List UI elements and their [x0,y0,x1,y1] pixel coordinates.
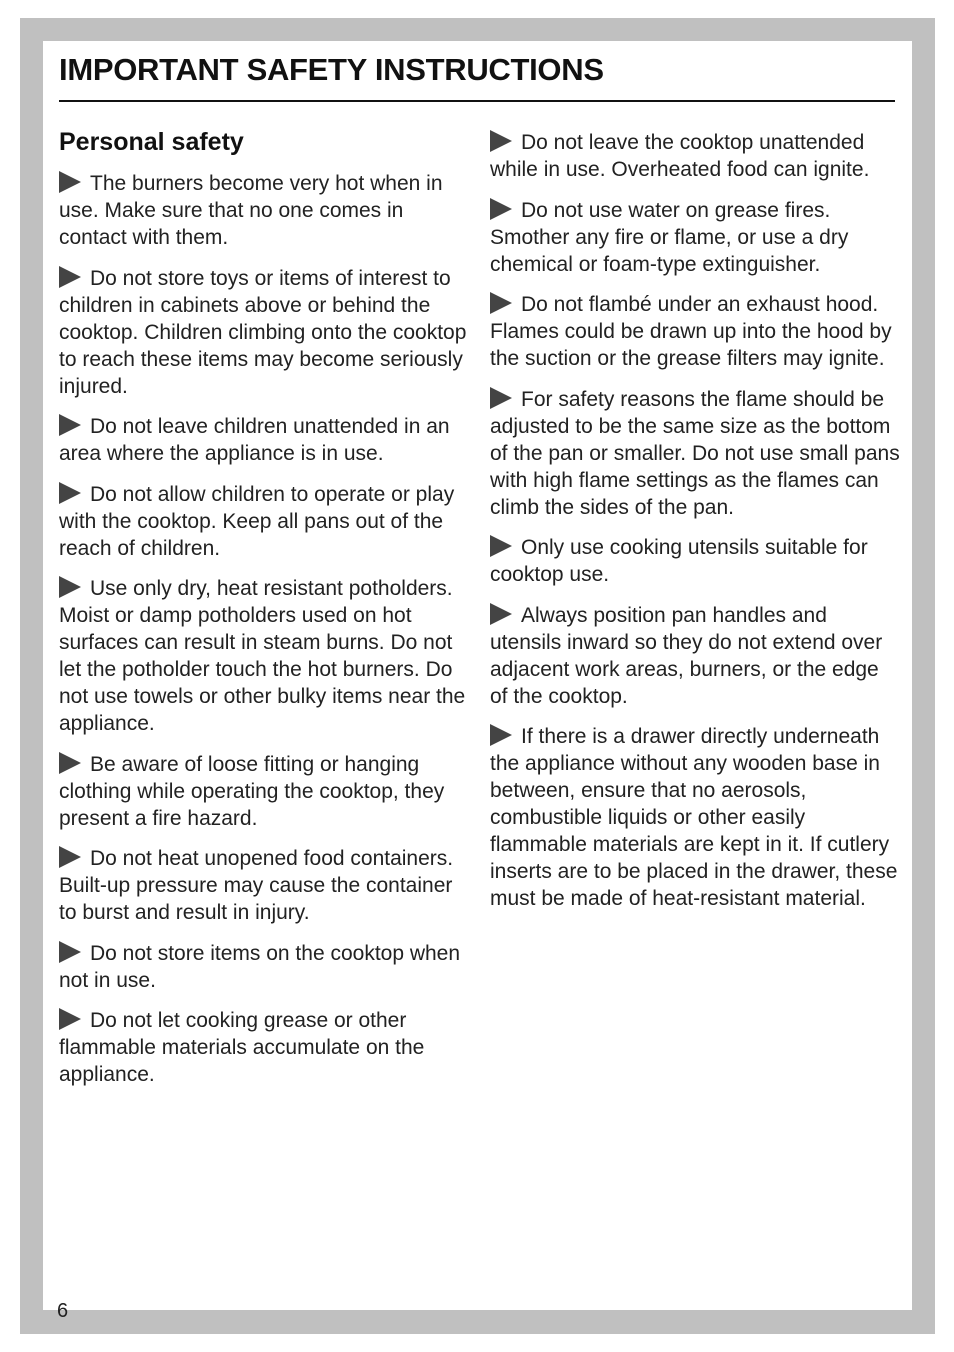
instruction-text: Always position pan handles and utensils inward so they do not extend over adjacent work areas, burners, or the edge of the cooktop. [490,603,883,708]
instruction-text: Do not heat unopened food containers. Built-up pressure may cause the container to burst and result in injury. [59,847,454,924]
instruction-item [490,534,900,588]
instruction-text: Do not allow children to operate or play with the cooktop. Keep all pans out of the reach of children. [59,482,455,560]
warning-arrow-icon [59,171,81,193]
warning-arrow-icon [490,724,512,746]
warning-arrow-icon [490,603,512,625]
right-instruction-list [490,129,900,912]
warning-arrow-icon [59,266,81,288]
warning-arrow-icon [59,1008,81,1030]
instruction-item [490,723,900,912]
instruction-text: Do not leave children unattended in an area where the appliance is in use. [59,415,450,465]
instruction-item [59,751,469,832]
instruction-item [59,170,469,251]
page-number: 6 [57,1300,69,1322]
left-column [59,127,469,1102]
instruction-text: Do not store items on the cooktop when not in use. [59,941,461,992]
warning-arrow-icon [59,482,81,504]
warning-arrow-icon [490,535,512,557]
instruction-item [59,481,469,562]
instruction-text: For safety reasons the flame should be adjusted to be the same size as the bottom of the pan or smaller. Do not use small pans with high flame settings as the flames can climb the sides of the pan. [490,387,900,519]
title-divider [59,100,895,102]
instruction-text: Use only dry, heat resistant potholders. Moist or damp potholders used on hot surfaces can result in steam burns. Do not let the potholder touch the hot burners. Do not use towels or other bulky items near the appliance. [59,577,466,735]
right-column [490,129,900,926]
instruction-item [59,940,469,994]
instruction-text: Do not flambé under an exhaust hood. Flames could be drawn up into the hood by the suction or the grease filters may ignite. [490,293,892,370]
instruction-item [59,575,469,737]
instruction-item [59,413,469,467]
warning-arrow-icon [59,941,81,963]
instruction-item [490,197,900,278]
instruction-item [490,602,900,710]
warning-arrow-icon [59,576,81,598]
instruction-text: The burners become very hot when in use. Make sure that no one comes in contact with them. [59,172,443,249]
warning-arrow-icon [490,198,512,220]
warning-arrow-icon [59,752,81,774]
instruction-text: If there is a drawer directly underneath the appliance without any wooden base in between, ensure that no aerosols, combustible liquids or other easily flammable materials are kept in it. If cutlery inserts are to be placed in the drawer, these must be made of heat-resistant material. [490,725,898,910]
instruction-text: Only use cooking utensils suitable for cooktop use. [490,536,868,586]
warning-arrow-icon [490,292,512,314]
page-title: IMPORTANT SAFETY INSTRUCTIONS [59,52,604,87]
instruction-item [59,265,469,400]
section-heading: Personal safety [59,128,244,156]
instruction-item [490,291,900,372]
left-instruction-list [59,170,469,1088]
instruction-text: Do not let cooking grease or other flammable materials accumulate on the appliance. [59,1009,425,1086]
instruction-item [59,1007,469,1088]
instruction-text: Do not leave the cooktop unattended while in use. Overheated food can ignite. [490,131,870,181]
instruction-item [490,129,900,183]
instruction-text: Do not use water on grease fires. Smother any fire or flame, or use a dry chemical or foam-type extinguisher. [490,198,849,276]
warning-arrow-icon [59,414,81,436]
warning-arrow-icon [490,387,512,409]
warning-arrow-icon [490,130,512,152]
instruction-item [490,386,900,521]
instruction-item [59,845,469,926]
instruction-text: Do not store toys or items of interest to children in cabinets above or behind the cooktop. Children climbing onto the cooktop to reach these items may become seriously injured. [59,266,467,398]
instruction-text: Be aware of loose fitting or hanging clothing while operating the cooktop, they present a fire hazard. [59,752,445,830]
warning-arrow-icon [59,846,81,868]
